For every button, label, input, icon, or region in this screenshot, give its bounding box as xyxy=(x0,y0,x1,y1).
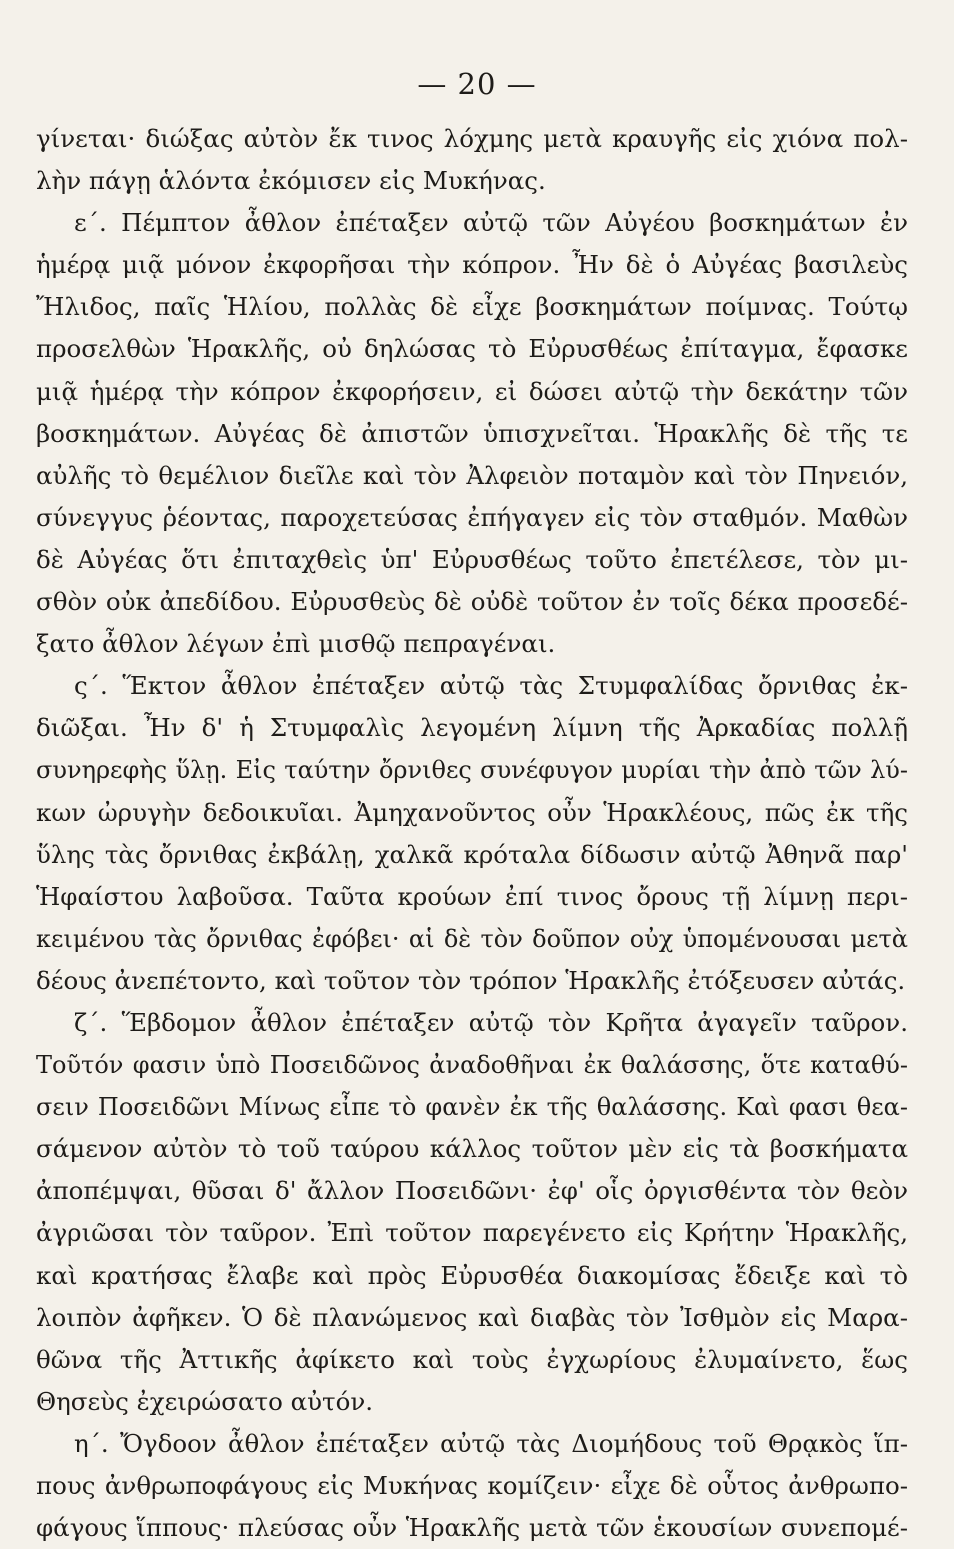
text-line: ἡμέρᾳ μιᾷ μόνον ἐκφορῆσαι τὴν κόπρον. Ἦν δὲ ὁ Αὐγέας βασιλεὺς xyxy=(36,250,908,280)
text-line: Ἤλιδος, παῖς Ἡλίου, πολλὰς δὲ εἶχε βοσκημάτων ποίμνας. Τούτῳ xyxy=(36,292,908,322)
text-line: θῶνα τῆς Ἀττικῆς ἀφίκετο καὶ τοὺς ἐγχωρίους ἐλυμαίνετο, ἕως xyxy=(36,1344,908,1374)
text-line: ὕλης τὰς ὄρνιθας ἐκβάλῃ, χαλκᾶ κρόταλα δίδωσιν αὐτῷ Ἀθηνᾶ παρ' xyxy=(36,839,908,869)
text-line: γίνεται· διώξας αὐτὸν ἔκ τινος λόχμης μετὰ κραυγῆς εἰς χιόνα πολ- xyxy=(36,124,908,153)
text-line: πους ἀνθρωποφάγους εἰς Μυκήνας κομίζειν· εἶχε δὲ οὗτος ἀνθρωπο- xyxy=(36,1471,908,1500)
text-line: καὶ κρατήσας ἔλαβε καὶ πρὸς Εὐρυσθέα διακομίσας ἔδειξε καὶ τὸ xyxy=(36,1260,908,1290)
text-line: δὲ Αὐγέας ὅτι ἐπιταχθεὶς ὑπ' Εὐρυσθέως τοῦτο ἐπετέλεσε, τὸν μι- xyxy=(36,544,908,574)
text-line: προσελθὼν Ἡρακλῆς, οὐ δηλώσας τὸ Εὐρυσθέως ἐπίταγμα, ἔφασκε xyxy=(36,334,908,364)
text-line: σειν Ποσειδῶνι Μίνως εἶπε τὸ φανὲν ἐκ τῆς θαλάσσης. Καὶ φασι θεα- xyxy=(36,1093,908,1122)
text-line: σθὸν οὐκ ἀπεδίδου. Εὐρυσθεὺς δὲ οὐδὲ τοῦτον ἐν τοῖς δέκα προσεδέ- xyxy=(36,587,908,617)
text-line: Ἡφαίστου λαβοῦσα. Ταῦτα κρούων ἐπί τινος ὄρους τῇ λίμνῃ περι- xyxy=(36,881,908,911)
text-line: κειμένου τὰς ὄρνιθας ἐφόβει· αἱ δὲ τὸν δοῦπον οὐχ ὑπομένουσαι μετὰ xyxy=(36,924,908,953)
page-number: — 20 — xyxy=(417,67,537,101)
text-line: αὐλῆς τὸ θεμέλιον διεῖλε καὶ τὸν Ἀλφειὸν ποταμὸν καὶ τὸν Πηνειόν, xyxy=(36,460,908,490)
text-line: φάγους ἵππους· πλεύσας οὖν Ἡρακλῆς μετὰ τῶν ἑκουσίων συνεπομέ- xyxy=(36,1513,908,1543)
text-line: κων ὠρυγὴν δεδοικυῖαι. Ἀμηχανοῦντος οὖν Ἡρακλέους, πῶς ἐκ τῆς xyxy=(36,797,908,827)
text-line: διῶξαι. Ἦν δ' ἡ Στυμφαλὶς λεγομένη λίμνη τῆς Ἀρκαδίας πολλῇ xyxy=(36,713,908,743)
text-line: ἀποπέμψαι, θῦσαι δ' ἄλλον Ποσειδῶνι· ἐφ' οἷς ὀργισθέντα τὸν θεὸν xyxy=(36,1176,908,1206)
text-line: Θησεὺς ἐχειρώσατο αὐτόν. xyxy=(36,1386,374,1416)
text-line: ς΄. Ἕκτον ἆθλον ἐπέταξεν αὐτῷ τὰς Στυμφαλίδας ὄρνιθας ἐκ- xyxy=(74,671,908,701)
text-line: βοσκημάτων. Αὐγέας δὲ ἀπιστῶν ὑπισχνεῖται. Ἡρακλῆς δὲ τῆς τε xyxy=(36,418,908,448)
text-line: συνηρεφὴς ὕλῃ. Εἰς ταύτην ὄρνιθες συνέφυγον μυρίαι τὴν ἀπὸ τῶν λύ- xyxy=(36,756,908,785)
text-line: σύνεγγυς ῥέοντας, παροχετεύσας ἐπήγαγεν εἰς τὸν σταθμόν. Μαθὼν xyxy=(36,502,908,532)
text-line: λοιπὸν ἀφῆκεν. Ὁ δὲ πλανώμενος καὶ διαβὰς τὸν Ἰσθμὸν εἰς Μαρα- xyxy=(36,1302,908,1332)
text-line: δέους ἀνεπέτοντο, καὶ τοῦτον τὸν τρόπον Ἡρακλῆς ἐτόξευσεν αὐτάς. xyxy=(36,965,906,995)
text-line: ζ΄. Ἕβδομον ἆθλον ἐπέταξεν αὐτῷ τὸν Κρῆτα ἀγαγεῖν ταῦρον. xyxy=(74,1007,908,1037)
text-line: σάμενον αὐτὸν τὸ τοῦ ταύρου κάλλος τοῦτον μὲν εἰς τὰ βοσκήματα xyxy=(36,1134,908,1164)
text-line: Τοῦτόν φασιν ὑπὸ Ποσειδῶνος ἀναδοθῆναι ἐκ θαλάσσης, ὅτε καταθύ- xyxy=(36,1051,908,1080)
text-line: ξατο ἆθλον λέγων ἐπὶ μισθῷ πεπραγέναι. xyxy=(36,629,556,659)
text-line: η΄. Ὄγδοον ἆθλον ἐπέταξεν αὐτῷ τὰς Διομήδους τοῦ Θρᾳκὸς ἵπ- xyxy=(74,1428,908,1458)
text-line: ἀγριῶσαι τὸν ταῦρον. Ἐπὶ τοῦτον παρεγένετο εἰς Κρήτην Ἡρακλῆς, xyxy=(36,1218,908,1248)
text-line: ε΄. Πέμπτον ἆθλον ἐπέταξεν αὐτῷ τῶν Αὐγέου βοσκημάτων ἐν xyxy=(74,208,908,238)
text-line: λὴν πάγῃ ἁλόντα ἐκόμισεν εἰς Μυκήνας. xyxy=(36,166,546,196)
text-line: μιᾷ ἡμέρᾳ τὴν κόπρον ἐκφορήσειν, εἰ δώσει αὐτῷ τὴν δεκάτην τῶν xyxy=(36,376,908,406)
body-text xyxy=(36,118,908,1549)
